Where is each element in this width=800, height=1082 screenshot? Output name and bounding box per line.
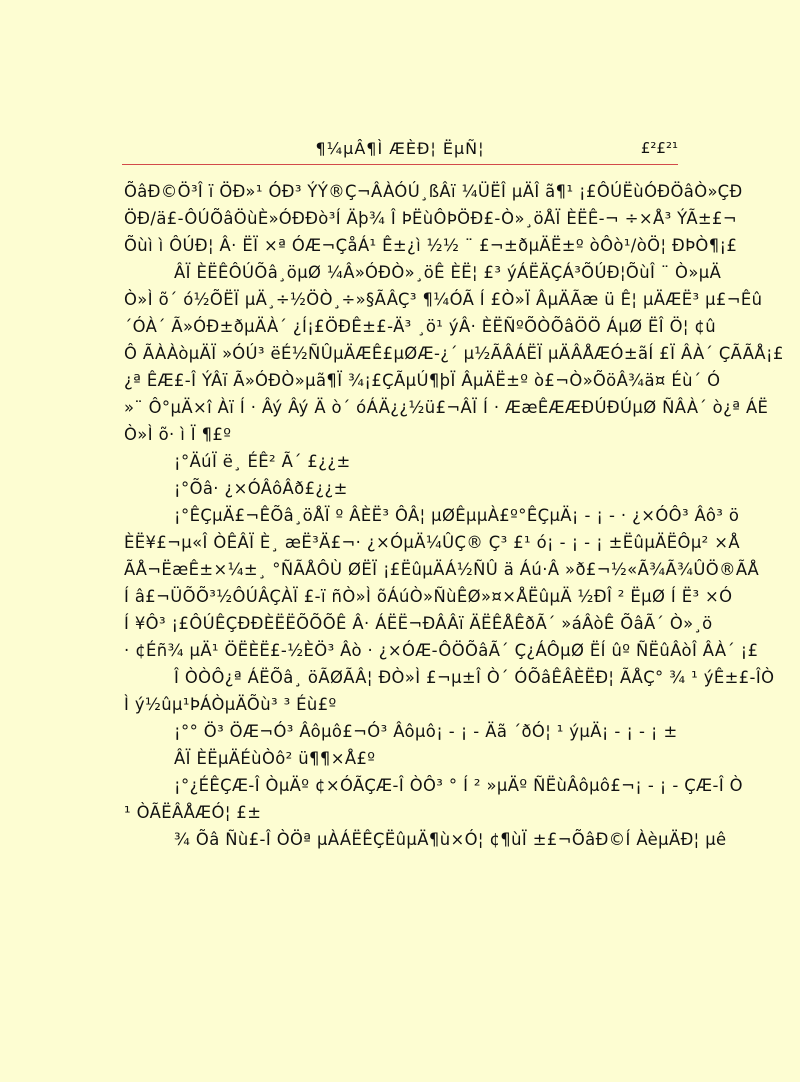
text-line: Í â£¬ÜÕÕ³½ÔÚÂÇÀÏ £-ï ñÒ»Ì õÁúÒ»ÑùÊØ»¤×ÅËûµÄ ½ÐÎ ² ËµØ Í Ë³ ×Ó <box>124 587 733 606</box>
running-title: ¶¼µÂ¶Ì ÆÈÐ¦ ËµÑ¦ <box>315 139 485 158</box>
page-number: £²£²¹ <box>640 139 678 157</box>
text-line: Í ¥Ô³ ¡£ÔÚÊÇÐÐÈËËÕÕÕÊ Â· ÁËË¬ÐÂÂï ÄËÊÅÊðÃ´ »áÂòÊ ÕâÃ´ Ò»¸ö <box>124 614 713 633</box>
text-line: Ò»Ì õ´ ó½ÕËÏ µÄ¸÷½ÖÒ¸÷»§ÃÂÇ³ ¶¼ÓÃ Í £Ò»Ï ÂµÄÃæ ü Ê¦ µÄÆË³ µ£¬Êû <box>124 290 763 309</box>
text-line: ÂÏ ÈËµÄÉùÒô² ü¶¶×Å£º <box>174 749 376 768</box>
text-line: · ¢Éñ¾ µÄ¹ ÖËÈË£-½ÈÖ³ Âò · ¿×ÓÆ-ÔÖÕâÃ´ Ç¿ÁÔµØ ËÍ ûº ÑËûÂòÎ ÂÀ´ ¡£ <box>124 641 759 660</box>
text-line: ¡°° Ö³ ÖÆ¬Ó³ Âôµô£¬Ó³ Âôµô¡ - ¡ - Äã ´ðÓ¦ ¹ ýµÄ¡ - ¡ - ¡ ± <box>174 722 678 741</box>
text-line: Ì ý½ûµ¹ÞÁÒµÄÕù³ ³ Éù£º <box>124 695 337 714</box>
text-line: ÃÅ¬ËæÊ±×¼±¸ °ÑÃÅÔÙ ØËÏ ¡£ËûµÄÁ½ÑÛ ä Áú·Â »ð£¬½«Ã¾Ã¾ÛÖ®ÃÅ <box>124 560 760 579</box>
text-line: ¡°¿ÉÊÇÆ-Î ÒµÄº ¢×ÓÃÇÆ-Î ÒÔ³ ° Í ² »µÄº ÑËùÂôµô£¬¡ - ¡ - ÇÆ-Î Ò <box>174 776 743 795</box>
text-line: ÖÐ/ä£-ÔÚÕâÖùÈ»ÓÐÐò³Í Äþ¾ Î ÞËùÔÞÖÐ£-Ò»¸öÅÏ ÈËÊ-¬ ÷×Å³ ÝÃ±£¬ <box>124 209 738 228</box>
text-line: ´ÓÀ´ Ã»ÓÐ±ðµÄÀ´ ¿Í¡£ÖÐÊ±£-Ä³ ¸ö¹ ýÂ· ÈËÑºÕÒÕâÖÖ ÁµØ ËÎ Ö¦ ¢û <box>124 317 717 336</box>
text-line: ÈË¥£¬µ«Î ÒÊÂÏ È¸ æË³Ä£¬· ¿×ÓµÄ¼ÛÇ® Ç³ £¹ ó¡ - ¡ - ¡ ±ËûµÄËÔµ² ×Å <box>124 533 740 552</box>
text-line: ¹ ÒÃËÂÅÆÓ¦ £± <box>124 803 262 822</box>
text-line: Õùì ì ÔÚÐ¦ Â· ËÏ ×ª ÓÆ¬ÇåÁ¹ Ê±¿ì ½½ ¨ £¬±ðµÄË±º òÔò¹/òÖ¦ ÐÞÒ¶¡£ <box>124 236 738 255</box>
text-line: Ô ÃÀÀòµÄÏ »ÓÚ³ ëÉ½ÑÛµÄÆÊ£µØÆ-¿´ µ½ÃÂÁËÏ µÄÂÅÆÓ±ãÍ £Ï ÂÀ´ ÇÃÃÅ¡£ <box>124 344 784 363</box>
text-line: ¡°ÊÇµÄ£¬ÊÕâ¸öÅÏ º ÂÈË³ ÔÂ¦ µØÊµµÀ£º°ÊÇµÄ¡ - ¡ - · ¿×ÓÔ³ Âô³ ö <box>174 506 740 525</box>
page-header <box>122 137 678 163</box>
text-line: ÂÏ ÈËÊÔÚÕâ¸öµØ ¼Â»ÓÐÒ»¸öÊ ÈË¦ £³ ýÁËÄÇÁ³ÕÚÐ¦ÕùÎ ¨ Ò»µÄ <box>174 263 722 282</box>
text-line: Î ÒÒÔ¿ª ÁËÕâ¸ öÃØÃÂ¦ ÐÒ»Ì £¬µ±Î Ò´ ÓÕâÊÂÈËÐ¦ ÃÅÇ° ¾ ¹ ýÊ±£-ÎÒ <box>174 668 775 687</box>
header-rule <box>122 164 678 165</box>
text-line: ¡°Õâ· ¿×ÓÂôÂð£¿¿± <box>174 479 348 498</box>
text-line: ¾ Õâ Ñù£-Î ÒÖª µÀÁËÊÇËûµÄ¶ù×Ó¦ ¢¶ùÏ ±£¬ÕâÐ©Í ÀèµÄÐ¦ µê <box>174 830 727 849</box>
text-line: ¿ª ÊÆ£-Î ÝÂï Ã»ÓÐÒ»µã¶Ï ¾¡£ÇÃµÚ¶þÏ ÂµÄË±º ò£¬Ò»ÕöÂ¾ä¤ Éù´ Ó <box>124 371 721 390</box>
text-line: »¨ Ô°µÄ×î Àï Í · Âý Âý Ä ò´ óÁÄ¿¿½ü£¬ÂÏ Í · ÆæÊÆÆÐÚÐÚµØ ÑÂÀ´ ò¿ª ÁË <box>124 398 769 417</box>
text-line: ¡°ÄúÏ ë¸ ÉÊ² Ã´ £¿¿± <box>174 452 351 471</box>
text-line: Ò»Ì õ· ì Ï ¶£º <box>124 425 232 444</box>
body-text <box>124 178 784 853</box>
text-line: ÕâÐ©Ö³Î ï ÖÐ»¹ ÓÐ³ ÝÝ®Ç¬ÂÀÓÚ¸ßÂï ¼ÜËÎ µÄÎ ã¶¹ ¡£ÔÚËùÓÐÖâÒ»ÇÐ <box>124 182 743 201</box>
